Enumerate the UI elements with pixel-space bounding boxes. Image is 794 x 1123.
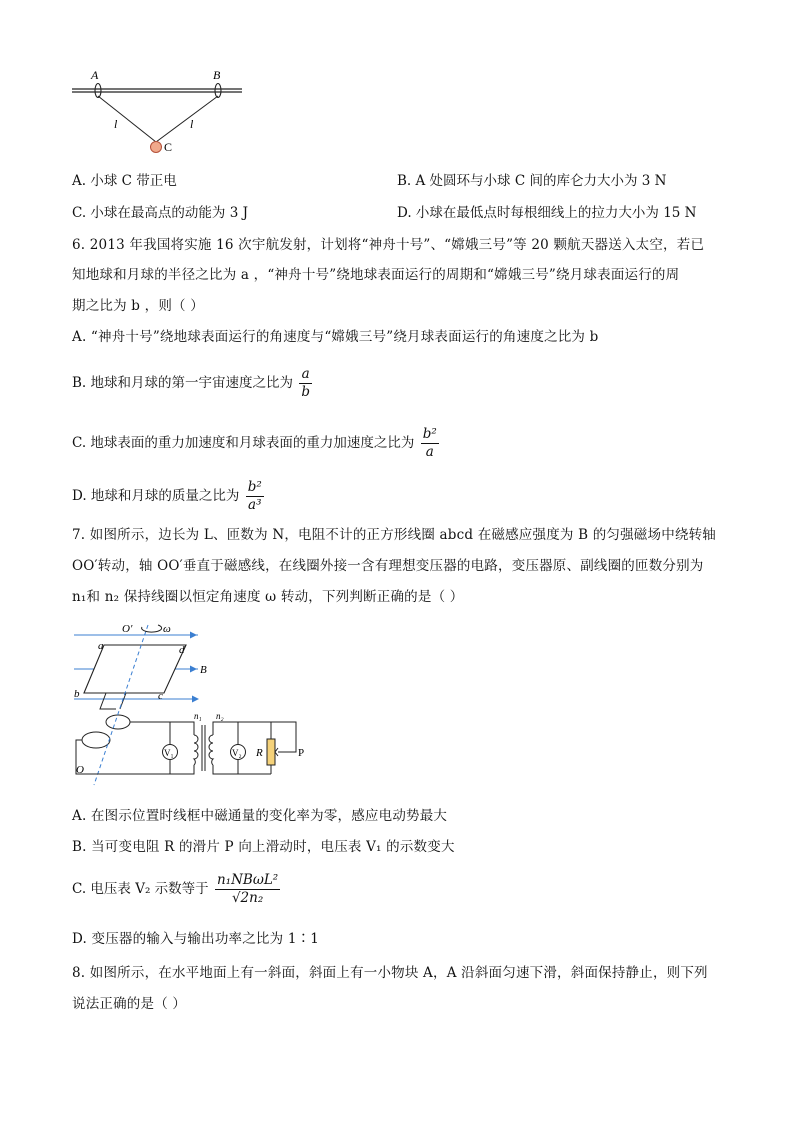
label-o-prime: O′: [122, 623, 133, 635]
q6-option-b: B. 地球和月球的第一宇宙速度之比为: [72, 375, 294, 391]
q8-stem-line1: 8. 如图所示，在水平地面上有一斜面，斜面上有一小物块 A，A 沿斜面匀速下滑，斜面保持静止，则下列: [72, 965, 708, 981]
label-o: O: [76, 764, 84, 776]
q7-option-d: D. 变压器的输入与输出功率之比为 1∶1: [72, 931, 320, 947]
q6-stem-line3: 期之比为 b ，则（ ）: [72, 298, 204, 314]
label-r: R: [256, 747, 263, 759]
q6-option-c-fraction: [421, 426, 439, 461]
q6-option-c-row: [72, 426, 439, 461]
q5-option-d: D. 小球在最低点时每根细线上的拉力大小为 15 N: [397, 205, 697, 221]
q6-option-b-fraction: [299, 366, 312, 401]
fraction-numerator: a: [299, 366, 312, 384]
fraction-numerator: b²: [422, 426, 437, 442]
label-n2: n₂: [216, 711, 224, 721]
label-l-left: l: [114, 117, 118, 131]
label-c: c: [158, 690, 163, 702]
q7-stem-line2: OO′转动，轴 OO′垂直于磁感线，在线圈外接一含有理想变压器的电路，变压器原、副线圈的匝数分别为: [72, 558, 704, 574]
q6-option-c: C. 地球表面的重力加速度和月球表面的重力加速度之比为: [72, 435, 415, 451]
variable-resistor: [267, 739, 275, 765]
q6-stem-line2: 知地球和月球的半径之比为 a ，“神舟十号”绕地球表面运行的周期和“嫦娥三号”绕月球表面运行的周: [72, 267, 680, 283]
q7-option-c: C. 电压表 V₂ 示数等于: [72, 881, 209, 897]
label-n1: n₁: [194, 711, 202, 721]
label-c: C: [164, 140, 173, 154]
fraction-denominator: a: [425, 444, 434, 460]
q7-option-b: B. 当可变电阻 R 的滑片 P 向上滑动时，电压表 V₁ 的示数变大: [72, 839, 455, 855]
q6-option-d: D. 地球和月球的质量之比为: [72, 488, 240, 504]
label-b: b: [74, 688, 80, 700]
fraction-denominator: b: [301, 384, 310, 400]
q7-option-a: A. 在图示位置时线框中磁通量的变化率为零，感应电动势最大: [72, 808, 448, 824]
fraction-numerator: n₁NBωL²: [216, 872, 279, 888]
q5-option-b: B. A 处圆环与小球 C 间的库仑力大小为 3 N: [397, 173, 667, 189]
fraction-denominator: √2n₂: [231, 890, 264, 906]
fraction-numerator: b²: [247, 479, 262, 495]
figure-q5: [68, 66, 248, 166]
q5-option-c: C. 小球在最高点的动能为 3 J: [72, 205, 249, 221]
q6-option-d-fraction: [246, 479, 264, 514]
label-l-right: l: [190, 117, 194, 131]
q6-stem-line1: 6. 2013 年我国将实施 16 次宇航发射，计划将“神舟十号”、“嫦娥三号”等 20 颗航天器送入太空，若已: [72, 237, 705, 253]
q7-stem-line1: 7. 如图所示，边长为 L、匝数为 N，电阻不计的正方形线圈 abcd 在磁感应强度为 B 的匀强磁场中绕转轴: [72, 527, 717, 543]
q6-option-b-row: [72, 366, 312, 401]
fraction-denominator: a³: [248, 497, 262, 513]
label-d: d: [179, 644, 185, 656]
label-a: a: [98, 640, 104, 652]
label-b-field: B: [200, 664, 207, 676]
ball-c: [151, 142, 162, 153]
q6-option-a: A. “神舟十号”绕地球表面运行的角速度与“嫦娥三号”绕月球表面运行的角速度之比为 b: [72, 329, 599, 345]
label-p: P: [298, 747, 305, 759]
label-omega: ω: [163, 623, 171, 635]
q8-stem-line2: 说法正确的是（ ）: [72, 996, 187, 1012]
q6-option-d-row: [72, 479, 264, 514]
figure-q7: [66, 617, 316, 792]
label-a: A: [91, 68, 99, 82]
label-b: B: [213, 68, 221, 82]
label-v1: V₁: [164, 748, 174, 758]
label-v2: V₂: [232, 748, 242, 758]
q7-stem-line3: n₁和 n₂ 保持线圈以恒定角速度 ω 转动，下列判断正确的是（ ）: [72, 589, 464, 605]
q5-option-a: A. 小球 C 带正电: [72, 173, 177, 189]
q7-option-c-row: [72, 872, 280, 907]
q7-option-c-fraction: [215, 872, 280, 907]
